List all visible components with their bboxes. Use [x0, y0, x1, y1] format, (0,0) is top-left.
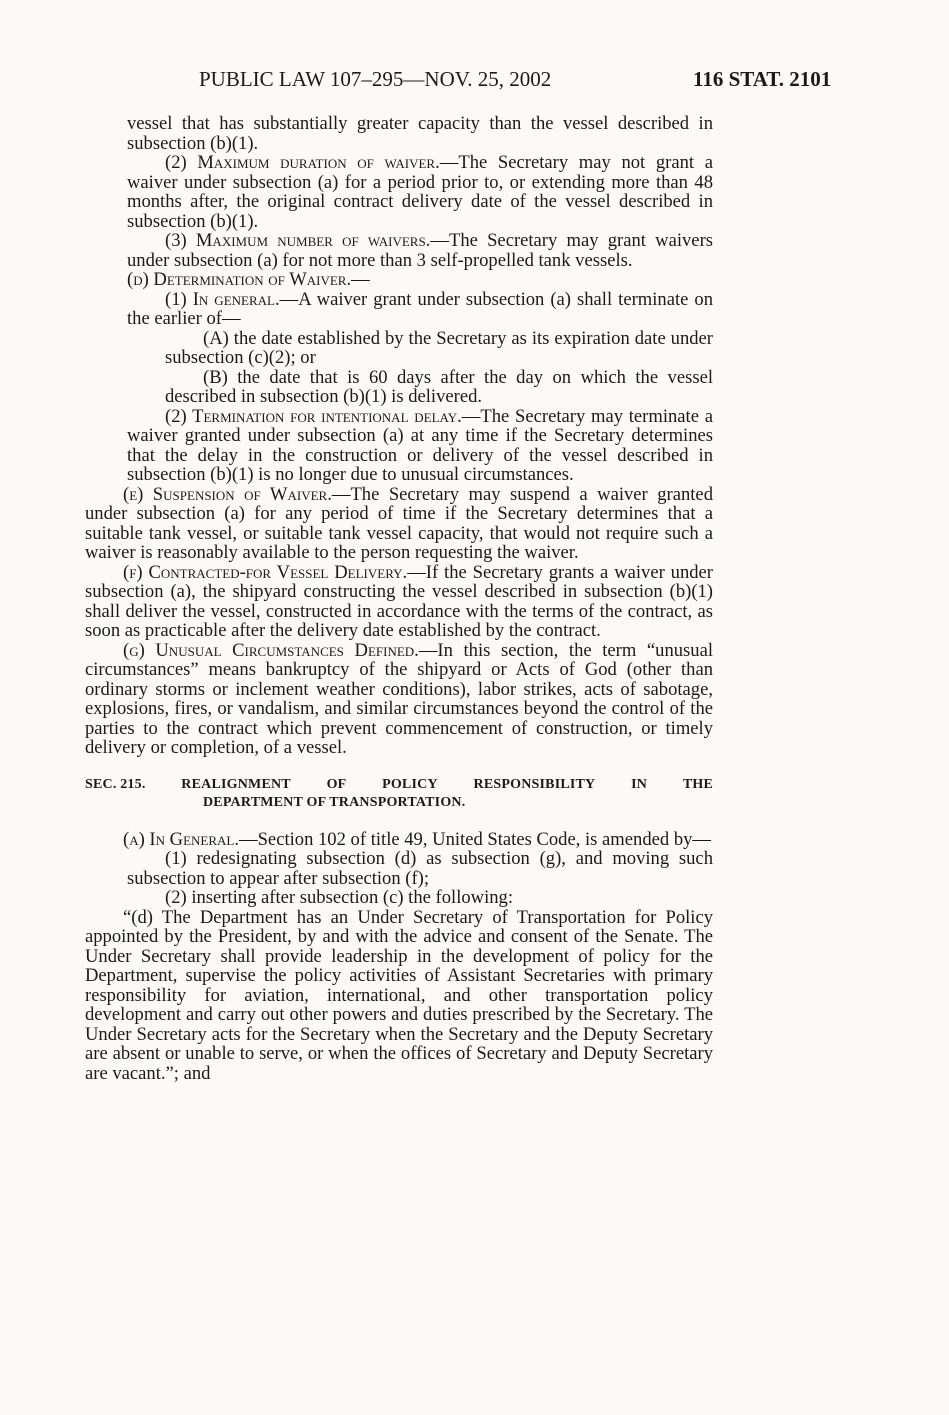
para-c3	[85, 231, 713, 270]
para-g	[85, 641, 713, 758]
para-d-label: (d) Determination of Waiver.	[127, 269, 352, 290]
section-word: POLICY	[382, 776, 438, 792]
body-text	[85, 114, 713, 1083]
para-d-body: —	[351, 269, 370, 290]
section-word: REALIGNMENT	[181, 776, 291, 792]
para-215a-label: (a) In General.	[123, 828, 239, 850]
section-heading-line2: DEPARTMENT OF TRANSPORTATION.	[203, 794, 466, 810]
para-215a-body: —Section 102 of title 49, United States Code, is amended by—	[239, 828, 712, 850]
para-d2	[85, 407, 713, 485]
para-f	[85, 563, 713, 641]
para-g-body: —In this section, the term “unusual circumstances” means bankruptcy of the shipyard or Acts of God (other than ordinary storms or inclement weather conditions), labor strikes, acts of sabotage, explosions, fires, or vandalism, and similar circumstances beyond the control of the parties to the contract which prevent commencement of construction, or timely delivery or completion, of a vessel.	[85, 639, 713, 758]
section-word: RESPONSIBILITY	[473, 776, 596, 792]
para-f-label: (f) Contracted-for Vessel Delivery.	[123, 561, 408, 583]
para-215a2: (2) inserting after subsection (c) the following:	[165, 887, 514, 908]
para-e-body: —The Secretary may suspend a waiver granted under subsection (a) for any period of time if the Secretary determines that a suitable tank vessel, or suitable tank vessel capacity, that would not require such a waiver is reasonably available to the person requesting the waiver.	[85, 483, 713, 563]
section-word: IN	[631, 776, 648, 792]
page-header	[0, 66, 949, 96]
para-f-body: —If the Secretary grants a waiver under subsection (a), the shipyard constructing the vessel described in subsection (b)(1) shall deliver the vessel, constructed in accordance with the terms of the contract, as soon as practicable after the delivery date established by the contract.	[85, 561, 713, 641]
para-dA: (A) the date established by the Secretary as its expiration date under subsection (c)(2); or	[165, 327, 713, 368]
para-d1-label: (1) In general.	[165, 288, 280, 310]
para-215a	[85, 830, 713, 850]
para-c2-body: —The Secretary may not grant a waiver under subsection (a) for a period prior to, or extending more than 48 months after, the original contract delivery date of the vessel described in subsection (b)(1).	[127, 152, 713, 232]
para-d2-body: —The Secretary may terminate a waiver granted under subsection (a) at any time if the Secretary determines that the delay in the construction or delivery of the vessel described in subsection (b)(1) is no longer due to unusual circumstances.	[127, 405, 713, 485]
section-word: OF	[326, 776, 347, 792]
para-e-label: (e) Suspension of Waiver.	[123, 483, 332, 505]
para-215a1: (1) redesignating subsection (d) as subsection (g), and moving such subsection to appear after subsection (f);	[127, 848, 713, 889]
section-number: SEC. 215.	[85, 776, 146, 792]
para-215-quote: “(d) The Department has an Under Secretary of Transportation for Policy appointed by the President, by and with the advice and consent of the Senate. The Under Secretary shall provide leadership in the development of policy for the Department, supervise the policy activities of Assistant Secretaries with primary responsibility for aviation, international, and other transportation policy development and carry out other powers and duties prescribed by the Secretary. The Under Secretary acts for the Secretary when the Secretary and the Deputy Secretary are absent or unable to serve, or when the offices of Secretary and Deputy Secretary are vacant.”; and	[85, 906, 713, 1084]
para-c3-body: —The Secretary may grant waivers under subsection (a) for not more than 3 self-propelled tank vessels.	[127, 230, 713, 271]
header-stat-page: 116 STAT. 2101	[693, 67, 832, 91]
para-e	[85, 485, 713, 563]
para-d1	[85, 290, 713, 329]
section-word: THE	[682, 776, 713, 792]
para-d2-label: (2) Termination for intentional delay.	[165, 405, 462, 427]
para-dB: (B) the date that is 60 days after the day on which the vessel described in subsection (b)(1) is delivered.	[165, 366, 713, 407]
para-c2	[85, 153, 713, 231]
para-d	[85, 270, 713, 290]
para-continuation: vessel that has substantially greater capacity than the vessel described in subsection (b)(1).	[127, 113, 713, 154]
para-c3-label: (3) Maximum number of waivers.	[165, 230, 431, 251]
para-c2-label: (2) Maximum duration of waiver.	[165, 152, 440, 173]
para-g-label: (g) Unusual Circumstances Defined.	[123, 639, 419, 661]
section-heading	[85, 776, 713, 812]
section-heading-line1	[85, 776, 713, 794]
para-d1-body: —A waiver grant under subsection (a) shall terminate on the earlier of—	[127, 288, 713, 329]
header-title: PUBLIC LAW 107–295—NOV. 25, 2002	[199, 67, 552, 91]
